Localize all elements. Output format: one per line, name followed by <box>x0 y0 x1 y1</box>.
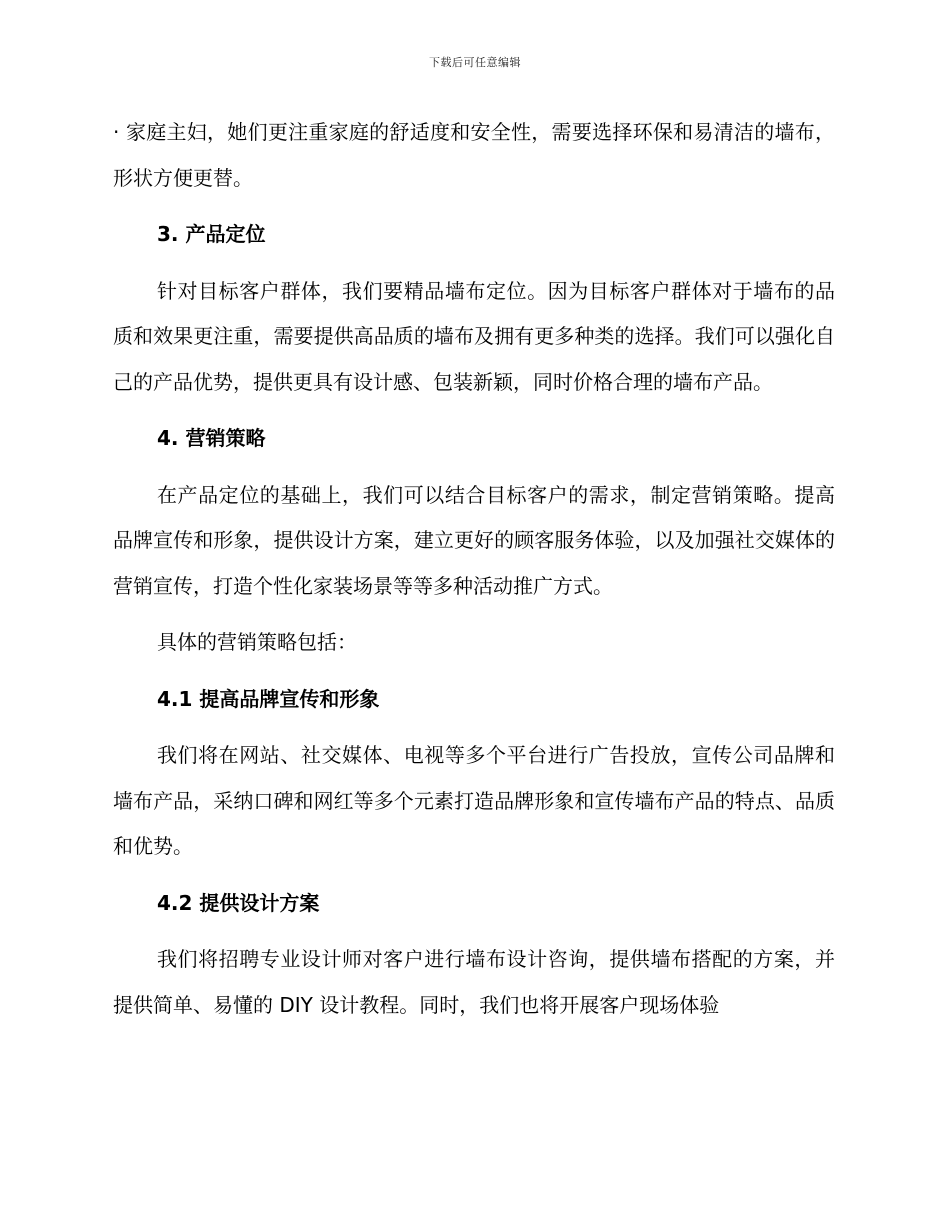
section-4-2-title: 4.2 提供设计方案 <box>157 890 320 915</box>
page-header-note: 下载后可任意编辑 <box>429 56 521 69</box>
section-4-1-paragraph: 我们将在网站、社交媒体、电视等多个平台进行广告投放，宣传公司品牌和墙布产品，采纳口碑和网红等多个元素打造品牌形象和宣传墙布产品的特点、品质和优势。 <box>113 743 835 858</box>
section-4-paragraph: 在产品定位的基础上，我们可以结合目标客户的需求，制定营销策略。提高品牌宣传和形象，提供设计方案，建立更好的顾客服务体验，以及加强社交媒体的营销宣传，打造个性化家装场景等等多种活动推广方式。 <box>113 482 835 598</box>
bullet-housewife: · 家庭主妇，她们更注重家庭的舒适度和安全性，需要选择环保和易清洁的墙布，形状方便更替。 <box>113 120 835 190</box>
section-4-intro: 具体的营销策略包括： <box>157 630 357 654</box>
section-4-title: 4. 营销策略 <box>157 426 266 450</box>
section-3-paragraph: 针对目标客户群体，我们要精品墙布定位。因为目标客户群体对于墙布的品质和效果更注重，需要提供高品质的墙布及拥有更多种类的选择。我们可以强化自己的产品优势，提供更具有设计感、包装新颖，同时价格合理的墙布产品。 <box>113 278 835 394</box>
document-body <box>113 110 835 1028</box>
section-4-2-paragraph: 我们将招聘专业设计师对客户进行墙布设计咨询，提供墙布搭配的方案，并提供简单、易懂的 DIY 设计教程。同时，我们也将开展客户现场体验 <box>113 947 835 1017</box>
section-4-1-title: 4.1 提高品牌宣传和形象 <box>157 686 380 711</box>
section-3-title: 3. 产品定位 <box>157 222 266 246</box>
